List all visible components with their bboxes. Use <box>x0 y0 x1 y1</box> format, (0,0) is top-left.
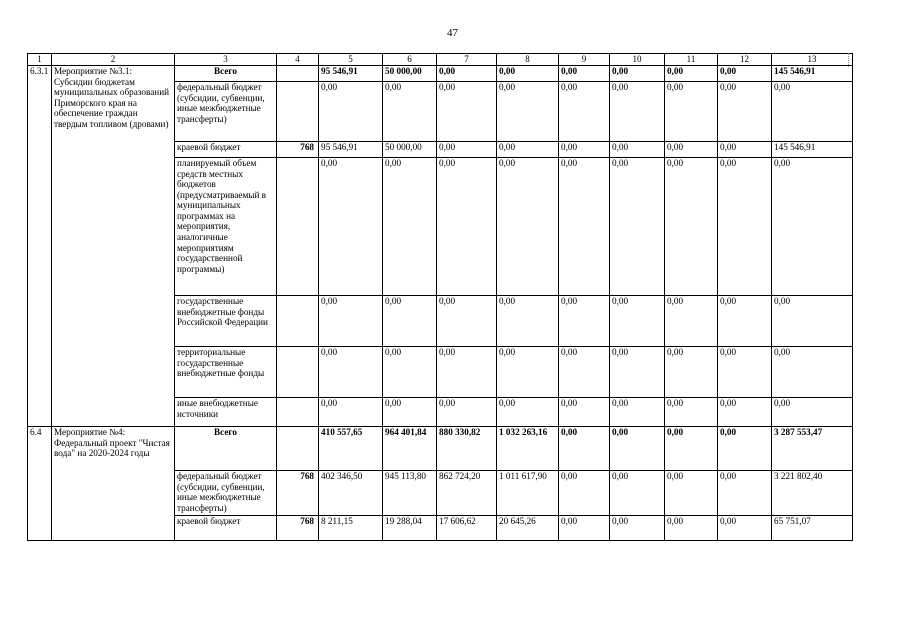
budget-code <box>277 82 319 142</box>
amount-cell: 0,00 <box>497 66 559 82</box>
budget-code: 768 <box>277 142 319 158</box>
budget-code <box>277 296 319 347</box>
amount-cell: 0,00 <box>383 158 437 296</box>
funding-source-label: Всего <box>175 66 277 82</box>
amount-cell: 0,00 <box>665 142 718 158</box>
amount-cell: 95 546,91 <box>319 66 383 82</box>
amount-cell: 0,00 <box>383 82 437 142</box>
amount-cell: 0,00 <box>718 66 772 82</box>
amount-cell: 17 606,62 <box>437 516 497 541</box>
funding-source-label: федеральный бюджет (субсидии, субвенции, иные межбюджетные трансферты) <box>175 82 277 142</box>
amount-cell: 0,00 <box>437 66 497 82</box>
amount-cell: 65 751,07 <box>772 516 853 541</box>
header-cell: 5 <box>319 54 383 66</box>
amount-cell: 0,00 <box>319 158 383 296</box>
amount-cell: 0,00 <box>437 296 497 347</box>
funding-source-label: краевой бюджет <box>175 516 277 541</box>
amount-cell: 880 330,82 <box>437 427 497 471</box>
funding-source-label: территориальные государственные внебюджетные фонды <box>175 347 277 398</box>
amount-cell: 0,00 <box>718 471 772 516</box>
amount-cell: 0,00 <box>772 82 853 142</box>
amount-cell: 0,00 <box>665 296 718 347</box>
section-number: 6.3.1 <box>28 66 52 427</box>
amount-cell: 20 645,26 <box>497 516 559 541</box>
amount-cell: 50 000,00 <box>383 142 437 158</box>
amount-cell: 0,00 <box>610 158 665 296</box>
amount-cell: 0,00 <box>437 82 497 142</box>
amount-cell: 0,00 <box>718 82 772 142</box>
amount-cell: 0,00 <box>665 398 718 427</box>
header-cell: 1 <box>28 54 52 66</box>
amount-cell: 0,00 <box>437 398 497 427</box>
amount-cell: 0,00 <box>497 158 559 296</box>
amount-cell: 0,00 <box>718 427 772 471</box>
funding-source-label: федеральный бюджет (субсидии, субвенции, иные межбюджетные трансферты) <box>175 471 277 516</box>
amount-cell: 0,00 <box>497 142 559 158</box>
amount-cell: 0,00 <box>718 347 772 398</box>
amount-cell: 0,00 <box>772 158 853 296</box>
amount-cell: 410 557,65 <box>319 427 383 471</box>
margin-line <box>848 53 849 67</box>
amount-cell: 0,00 <box>610 82 665 142</box>
amount-cell: 145 546,91 <box>772 142 853 158</box>
amount-cell: 964 401,84 <box>383 427 437 471</box>
amount-cell: 0,00 <box>665 82 718 142</box>
amount-cell: 0,00 <box>718 296 772 347</box>
table-row <box>28 66 853 82</box>
amount-cell: 0,00 <box>718 398 772 427</box>
table-body <box>28 54 853 541</box>
section-number: 6.4 <box>28 427 52 541</box>
amount-cell: 945 113,80 <box>383 471 437 516</box>
amount-cell: 0,00 <box>772 398 853 427</box>
amount-cell: 3 287 553,47 <box>772 427 853 471</box>
funding-source-label: государственные внебюджетные фонды Российской Федерации <box>175 296 277 347</box>
header-cell: 7 <box>437 54 497 66</box>
amount-cell: 0,00 <box>559 296 610 347</box>
amount-cell: 50 000,00 <box>383 66 437 82</box>
amount-cell: 0,00 <box>610 66 665 82</box>
funding-source-label: Всего <box>175 427 277 471</box>
amount-cell: 19 288,04 <box>383 516 437 541</box>
amount-cell: 0,00 <box>559 158 610 296</box>
header-cell: 11 <box>665 54 718 66</box>
amount-cell: 1 011 617,90 <box>497 471 559 516</box>
header-cell: 12 <box>718 54 772 66</box>
amount-cell: 0,00 <box>383 347 437 398</box>
header-cell: 4 <box>277 54 319 66</box>
amount-cell: 0,00 <box>610 516 665 541</box>
amount-cell: 0,00 <box>497 347 559 398</box>
amount-cell: 0,00 <box>497 296 559 347</box>
amount-cell: 0,00 <box>319 82 383 142</box>
budget-code: 768 <box>277 471 319 516</box>
amount-cell: 0,00 <box>610 296 665 347</box>
amount-cell: 402 346,50 <box>319 471 383 516</box>
amount-cell: 0,00 <box>559 398 610 427</box>
amount-cell: 0,00 <box>437 142 497 158</box>
header-cell: 6 <box>383 54 437 66</box>
amount-cell: 0,00 <box>559 427 610 471</box>
amount-cell: 0,00 <box>665 66 718 82</box>
amount-cell: 0,00 <box>610 398 665 427</box>
amount-cell: 1 032 263,16 <box>497 427 559 471</box>
amount-cell: 0,00 <box>497 398 559 427</box>
amount-cell: 0,00 <box>665 516 718 541</box>
budget-code <box>277 427 319 471</box>
header-cell: 13 <box>772 54 853 66</box>
amount-cell: 0,00 <box>718 142 772 158</box>
header-cell: 3 <box>175 54 277 66</box>
section-title: Мероприятие №3.1: Субсидии бюджетам муниципальных образований Приморского края на обеспечение граждан твердым топливом (дровами) <box>52 66 175 427</box>
amount-cell: 0,00 <box>610 471 665 516</box>
amount-cell: 3 221 802,40 <box>772 471 853 516</box>
amount-cell: 0,00 <box>559 516 610 541</box>
amount-cell: 8 211,15 <box>319 516 383 541</box>
amount-cell: 0,00 <box>559 66 610 82</box>
budget-code: 768 <box>277 516 319 541</box>
amount-cell: 0,00 <box>610 142 665 158</box>
page-number: 47 <box>447 27 458 39</box>
funding-source-label: планируемый объем средств местных бюджетов (предусматриваемый в муниципальных программах на мероприятия, аналогичные мероприятиям государственной программы) <box>175 158 277 296</box>
header-cell: 10 <box>610 54 665 66</box>
amount-cell: 0,00 <box>319 296 383 347</box>
amount-cell: 0,00 <box>772 347 853 398</box>
table-row <box>28 427 853 471</box>
funding-source-label: краевой бюджет <box>175 142 277 158</box>
amount-cell: 0,00 <box>610 427 665 471</box>
budget-code <box>277 398 319 427</box>
amount-cell: 0,00 <box>497 82 559 142</box>
header-row <box>28 54 853 66</box>
amount-cell: 0,00 <box>665 347 718 398</box>
amount-cell: 0,00 <box>772 296 853 347</box>
amount-cell: 0,00 <box>718 516 772 541</box>
amount-cell: 0,00 <box>559 347 610 398</box>
amount-cell: 0,00 <box>665 158 718 296</box>
amount-cell: 0,00 <box>383 296 437 347</box>
amount-cell: 0,00 <box>559 82 610 142</box>
amount-cell: 0,00 <box>383 398 437 427</box>
budget-code <box>277 66 319 82</box>
amount-cell: 0,00 <box>610 347 665 398</box>
amount-cell: 0,00 <box>559 142 610 158</box>
budget-code <box>277 347 319 398</box>
budget-code <box>277 158 319 296</box>
amount-cell: 0,00 <box>559 471 610 516</box>
amount-cell: 0,00 <box>718 158 772 296</box>
amount-cell: 0,00 <box>665 427 718 471</box>
amount-cell: 95 546,91 <box>319 142 383 158</box>
amount-cell: 862 724,20 <box>437 471 497 516</box>
amount-cell: 0,00 <box>665 471 718 516</box>
amount-cell: 0,00 <box>319 398 383 427</box>
amount-cell: 145 546,91 <box>772 66 853 82</box>
funding-source-label: иные внебюджетные источники <box>175 398 277 427</box>
amount-cell: 0,00 <box>319 347 383 398</box>
budget-table <box>27 53 853 541</box>
header-cell: 9 <box>559 54 610 66</box>
amount-cell: 0,00 <box>437 347 497 398</box>
header-cell: 2 <box>52 54 175 66</box>
header-cell: 8 <box>497 54 559 66</box>
amount-cell: 0,00 <box>437 158 497 296</box>
section-title: Мероприятие №4: Федеральный проект "Чистая вода" на 2020-2024 годы <box>52 427 175 541</box>
